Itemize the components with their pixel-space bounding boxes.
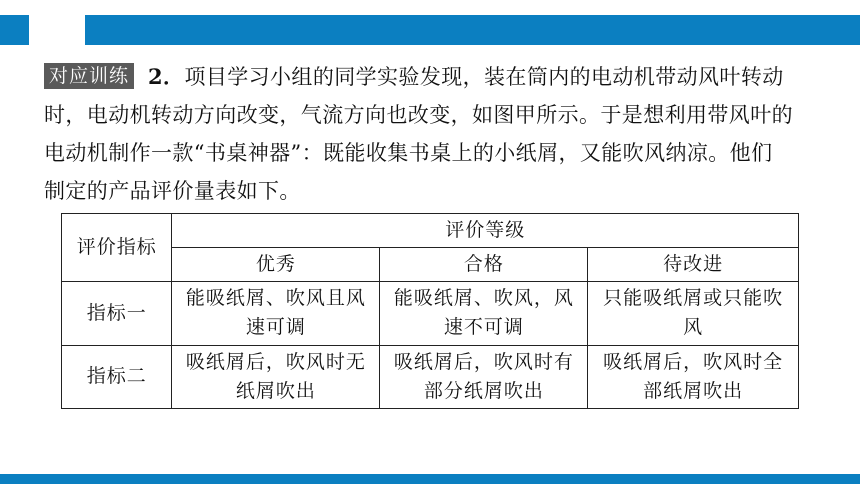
header-bar xyxy=(85,15,860,45)
level-header-pass: 合格 xyxy=(380,248,588,282)
question-line: 时，电动机转动方向改变，气流方向也改变，如图甲所示。于是想利用带风叶的 xyxy=(44,103,793,127)
table-header-row xyxy=(62,214,799,248)
cell-line: 只能吸纸屑或只能吹 xyxy=(603,287,784,310)
question-line: 项目学习小组的同学实验发现，装在筒内的电动机带动风叶转动 xyxy=(184,65,784,89)
table-cell xyxy=(588,282,799,346)
exercise-badge: 对应训练 xyxy=(44,63,134,89)
table-cell xyxy=(172,282,380,346)
table-cell xyxy=(588,345,799,409)
question-text xyxy=(44,58,834,210)
indicator-cell: 指标一 xyxy=(62,282,172,346)
level-header-improve: 待改进 xyxy=(588,248,799,282)
cell-line: 吸纸屑后，吹风时无 xyxy=(185,350,366,373)
table-cell xyxy=(172,345,380,409)
cell-line: 部分纸屑吹出 xyxy=(423,379,544,402)
evaluation-table xyxy=(61,213,799,409)
table-row xyxy=(62,282,799,346)
question-number: 2． xyxy=(148,64,185,89)
cell-line: 风 xyxy=(683,316,704,339)
cell-line: 速不可调 xyxy=(443,316,524,339)
table-cell xyxy=(380,282,588,346)
cell-line: 能吸纸屑、吹风且风 xyxy=(185,287,366,310)
question-line: 电动机制作一款“书桌神器”：既能收集书桌上的小纸屑，又能吹风纳凉。他们 xyxy=(44,141,773,165)
table-subheader-row xyxy=(62,248,799,282)
header-accent-block xyxy=(0,15,29,45)
cell-line: 纸屑吹出 xyxy=(235,379,316,402)
indicator-cell: 指标二 xyxy=(62,345,172,409)
cell-line: 能吸纸屑、吹风，风 xyxy=(393,287,574,310)
cell-line: 吸纸屑后，吹风时有 xyxy=(393,350,574,373)
corner-header: 评价指标 xyxy=(62,214,172,282)
table-row xyxy=(62,345,799,409)
table-cell xyxy=(380,345,588,409)
group-header: 评价等级 xyxy=(172,214,799,248)
cell-line: 部纸屑吹出 xyxy=(643,379,744,402)
footer-bar xyxy=(0,474,860,484)
cell-line: 速可调 xyxy=(245,316,306,339)
cell-line: 吸纸屑后，吹风时全 xyxy=(603,350,784,373)
level-header-excellent: 优秀 xyxy=(172,248,380,282)
question-line: 制定的产品评价量表如下。 xyxy=(44,179,301,203)
